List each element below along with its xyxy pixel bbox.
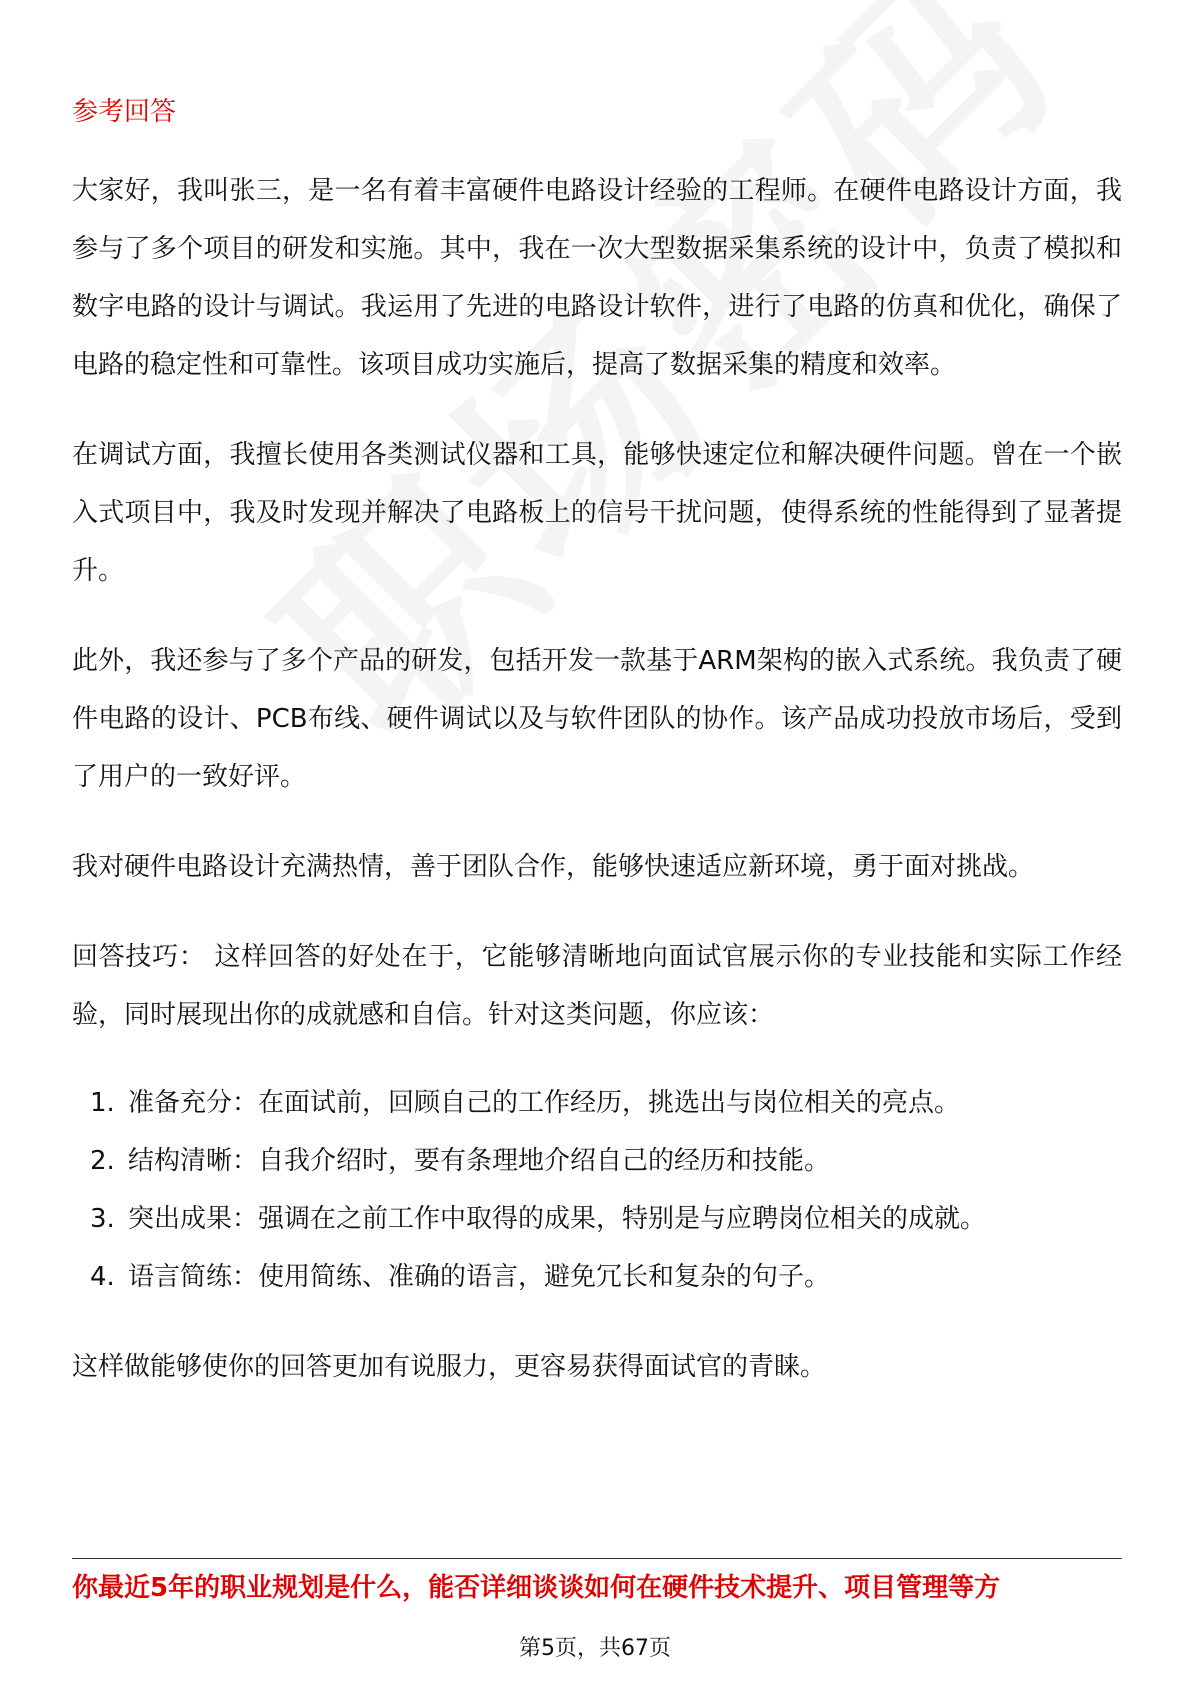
list-item-number: 2.: [90, 1146, 115, 1176]
paragraph-debugging: 在调试方面，我擅长使用各类测试仪器和工具，能够快速定位和解决硬件问题。曾在一个嵌入式项目中，我及时发现并解决了电路板上的信号干扰问题，使得系统的性能得到了显著提升。: [72, 440, 1122, 586]
answer-heading: 参考回答: [72, 97, 177, 127]
section-divider: [72, 1558, 1122, 1559]
document-body: [72, 92, 1122, 1428]
list-item: [72, 1190, 1122, 1248]
paragraph-attitude: 我对硬件电路设计充满热情，善于团队合作，能够快速适应新环境，勇于面对挑战。: [72, 852, 1035, 882]
paragraph-experience: 大家好，我叫张三，是一名有着丰富硬件电路设计经验的工程师。在硬件电路设计方面，我参与了多个项目的研发和实施。其中，我在一次大型数据采集系统的设计中，负责了模拟和数字电路的设计与调试。我运用了先进的电路设计软件，进行了电路的仿真和优化，确保了电路的稳定性和可靠性。该项目成功实施后，提高了数据采集的精度和效率。: [72, 176, 1122, 380]
list-item: [72, 1132, 1122, 1190]
list-item-text: 突出成果：强调在之前工作中取得的成果，特别是与应聘岗位相关的成就。: [128, 1204, 987, 1234]
list-item: [72, 1074, 1122, 1132]
list-item: [72, 1248, 1122, 1306]
list-item-number: 4.: [90, 1262, 115, 1292]
list-item-text: 准备充分：在面试前，回顾自己的工作经历，挑选出与岗位相关的亮点。: [128, 1088, 961, 1118]
list-item-text: 语言简练：使用简练、准确的语言，避免冗长和复杂的句子。: [128, 1262, 831, 1292]
list-item-number: 1.: [90, 1088, 115, 1118]
page-number-footer: 第5页，共67页: [519, 1636, 671, 1661]
closing-paragraph: 这样做能够使你的回答更加有说服力，更容易获得面试官的青睐。: [72, 1352, 827, 1382]
list-item-number: 3.: [90, 1204, 115, 1234]
answer-tips: 回答技巧： 这样回答的好处在于，它能够清晰地向面试官展示你的专业技能和实际工作经验，同时展现出你的成就感和自信。针对这类问题，你应该：: [72, 942, 1122, 1030]
next-question-heading: 你最近5年的职业规划是什么，能否详细谈谈如何在硬件技术提升、项目管理等方: [72, 1573, 1001, 1603]
list-item-text: 结构清晰：自我介绍时，要有条理地介绍自己的经历和技能。: [128, 1146, 831, 1176]
paragraph-products: 此外，我还参与了多个产品的研发，包括开发一款基于ARM架构的嵌入式系统。我负责了硬件电路的设计、PCB布线、硬件调试以及与软件团队的协作。该产品成功投放市场后，受到了用户的一致好评。: [72, 646, 1122, 792]
tips-list: [72, 1074, 1122, 1306]
